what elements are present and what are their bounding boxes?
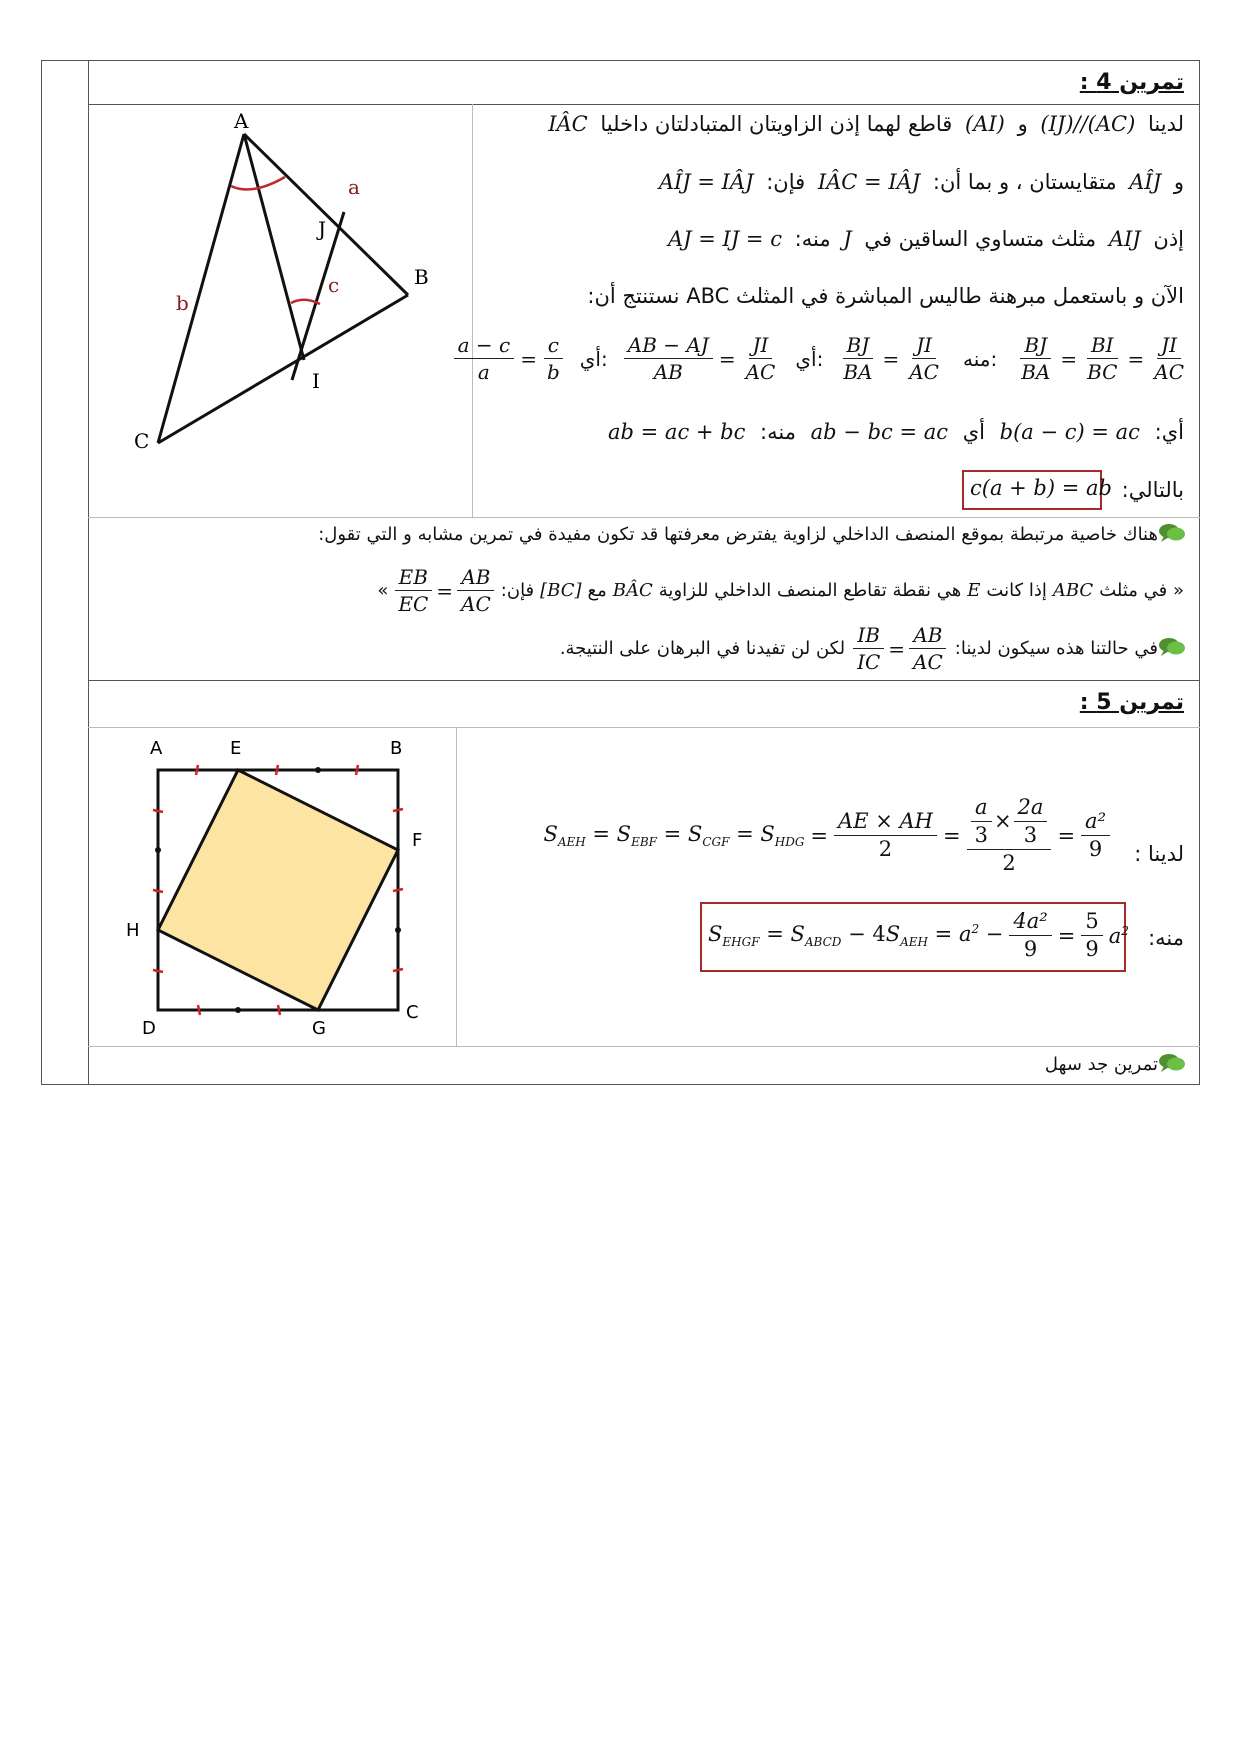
- n3-formula: $\frac{IB}{IC}$ = $\frac{AB}{AC}$: [853, 624, 947, 673]
- frac-ab-ac-2: $\frac{AB}{AC}$: [909, 624, 947, 673]
- footer-note: تمرين جد سهل: [1044, 1054, 1158, 1075]
- segment-AI: [244, 134, 304, 360]
- square-EFGH: [158, 770, 398, 1010]
- l2-text: متقايستان ، و بما أن:: [932, 170, 1117, 194]
- l6-ay: أي:: [1154, 420, 1184, 444]
- ex4-line-5: $\frac{a - c}{a}$ = $\frac{c}{b}$ أي: $\frac{AB - AJ}{AB}$ = $\frac{JI}{AC}$ أي: $\frac{BJ}{BA}$ = $\frac{JI}{AC}$ منه: $\frac{BJ}{BA}$ = $\frac{BI}{BC}$ = $\frac{JI}{AC}$: [454, 334, 1188, 383]
- ex5-title-divider: [88, 727, 1200, 728]
- segment-BC: [158, 295, 408, 443]
- segment-AC: [158, 134, 244, 443]
- ex5-title: تمرين 5 :: [1079, 690, 1184, 715]
- frac-ib-ic: $\frac{IB}{IC}$: [853, 624, 884, 673]
- ex4-title: تمرين 4 :: [1079, 70, 1184, 95]
- label-G: G: [312, 1018, 326, 1039]
- ex4-figure-divider: [472, 104, 473, 517]
- margin-line: [88, 60, 89, 1085]
- label-A: A: [234, 109, 249, 133]
- ex4-line-4: الآن و باستعمل مبرهنة طاليس المباشرة في المثلث ABC نستنتج أن:: [587, 284, 1184, 308]
- frac-bj-ba-1: $\frac{BJ}{BA}$: [843, 333, 873, 384]
- ex5-figure-divider: [456, 727, 457, 1046]
- n2-text-2: إذا كانت: [986, 580, 1047, 601]
- label-D: D: [142, 1018, 156, 1039]
- label-b: b: [176, 291, 189, 315]
- l3-text-2: مثلث متساوي الساقين في: [864, 227, 1097, 251]
- label-C: C: [134, 429, 150, 453]
- n2-text-5: فإن:: [500, 580, 535, 601]
- l1-math-IAC: IÂC: [548, 112, 588, 136]
- frac-eb-ec: $\frac{EB}{EC}$: [394, 566, 432, 615]
- ex4-line-3: [662, 227, 1184, 251]
- l3-text: إذن: [1153, 227, 1184, 251]
- ex4-line-6: [600, 420, 1184, 444]
- l5-mane: منه:: [962, 346, 998, 371]
- frac-5-9: $\frac{5}{9}$: [1081, 910, 1102, 961]
- ex5-line-1-math: $S_{AEH} = S_{EBF} = S_{CGF} = S_{HDG}$ = $\frac{AE \times AH}{2}$ = $\frac{a}{3}$ × $\frac{2a}{3}$ 2 = $\frac{\text{a²}}{9}$: [543, 796, 1110, 875]
- label-c: c: [328, 273, 340, 297]
- ex4-triangle-figure: [92, 108, 472, 508]
- frac-compound: $\frac{a}{3}$ × $\frac{2a}{3}$ 2: [967, 796, 1052, 875]
- n2-formula: $\frac{EB}{EC}$ = $\frac{AB}{AC}$: [394, 566, 494, 615]
- frac-c-b: $\frac{c}{b}$: [543, 334, 564, 383]
- n2-math-ABC: ABC: [1052, 580, 1094, 601]
- frac-ji-ac-1: $\frac{JI}{AC}$: [745, 333, 776, 384]
- ex4-line-7: بالتالي:: [1121, 478, 1184, 502]
- n3-text: في حالتنا هذه سيكون لدينا:: [954, 638, 1158, 659]
- l3-math-J: J: [843, 227, 852, 251]
- note-2: [377, 566, 1184, 615]
- n2-math-BAC: BÂC: [612, 580, 653, 601]
- ex4-line-2: [653, 170, 1184, 194]
- l6-math-2: ab − bc = ac: [810, 420, 948, 444]
- label-A: A: [150, 738, 163, 759]
- footer-bubble-icon: [1158, 1052, 1186, 1074]
- ex5-line-2-math: $S_{EHGF} = S_{ABCD} - 4S_{AEH} = a^2$ − $\frac{\text{4a²}}{9}$ = $\frac{5}{9}$ $a^2$: [708, 909, 1129, 962]
- l6-math-1: b(a − c) = ac: [999, 420, 1140, 444]
- label-C: C: [406, 1002, 419, 1023]
- frac-ac-a: $\frac{a - c}{a}$: [454, 334, 515, 383]
- l6-math-3: ab = ac + bc: [608, 420, 746, 444]
- frac-a-3: $\frac{a}{3}$: [971, 796, 992, 847]
- note-3: [560, 624, 1158, 673]
- ex5-divider: [88, 680, 1200, 681]
- ex5-square-figure: [120, 732, 440, 1042]
- l1-and: و: [1017, 112, 1028, 136]
- l5-ay-1: أي:: [579, 346, 608, 371]
- n2-math-E: E: [967, 580, 981, 601]
- ex4-title-divider: [88, 104, 1200, 105]
- l2-math-AIJ: AÎJ: [1129, 170, 1162, 194]
- l3-text-3: منه:: [794, 227, 831, 251]
- ex4-notes-divider: [88, 517, 1200, 518]
- n3-text-2: لكن لن تفيدنا في البرهان على النتيجة.: [559, 638, 846, 659]
- n2-text: « في مثلث: [1099, 580, 1184, 601]
- ex4-result: c(a + b) = ab: [970, 476, 1112, 500]
- l1-text-2: قاطع لهما إذن الزاويتان المتبادلتان داخليا: [600, 112, 953, 136]
- label-H: H: [126, 920, 140, 941]
- label-B: B: [414, 265, 429, 289]
- frac-ab-ac-1: $\frac{AB}{AC}$: [457, 566, 495, 615]
- frac-bi-bc: $\frac{BI}{BC}$: [1087, 333, 1118, 384]
- l3-math-eq: AJ = IJ = c: [668, 227, 782, 251]
- frac-4a2-9: $\frac{\text{4a²}}{9}$: [1009, 910, 1051, 961]
- frac-aeah-2: $\frac{AE \times AH}{2}$: [834, 810, 937, 861]
- l6-ay-2: أي: [962, 420, 985, 444]
- l2-math-eq2: AÎJ = IÂJ: [658, 170, 754, 194]
- l2-text-2: فإن:: [766, 170, 806, 194]
- l2-and: و: [1173, 170, 1184, 194]
- ex4-line-1: [542, 112, 1184, 136]
- label-E: E: [230, 738, 242, 759]
- note-bubble-icon-2: [1158, 636, 1186, 658]
- ex5-line-2-label: منه:: [1148, 926, 1184, 950]
- frac-ji-ac-3: $\frac{JI}{AC}$: [1154, 333, 1184, 384]
- l1-math-parallel: (IJ)//(AC): [1040, 112, 1136, 136]
- note-bubble-icon: [1158, 522, 1186, 544]
- frac-bj-ba-2: $\frac{BJ}{BA}$: [1021, 333, 1051, 384]
- frac-ji-ac-2: $\frac{JI}{AC}$: [909, 333, 939, 384]
- label-J: J: [318, 217, 327, 241]
- ex5-line-1-label: لدينا :: [1134, 842, 1184, 866]
- l1-math-AI: (AI): [965, 112, 1005, 136]
- label-F: F: [412, 830, 423, 851]
- l6-mane: منه:: [760, 420, 796, 444]
- n2-text-4: مع: [587, 580, 607, 601]
- l1-text: لدينا: [1147, 112, 1184, 136]
- label-B: B: [390, 738, 403, 759]
- frac-a2-9: $\frac{\text{a²}}{9}$: [1081, 810, 1110, 861]
- l3-math-AIJ: AIJ: [1108, 227, 1141, 251]
- label-I: I: [312, 369, 320, 393]
- n2-text-3: هي نقطة تقاطع المنصف الداخلي للزاوية: [658, 580, 962, 601]
- label-a: a: [348, 175, 360, 199]
- note-1: هناك خاصية مرتبطة بموقع المنصف الداخلي لزاوية يفترض معرفتها قد تكون مفيدة في تمرين مشابه و التي تقول:: [318, 524, 1158, 545]
- frac-2a-3: $\frac{2a}{3}$: [1014, 796, 1048, 847]
- s-ehgf-eq: $S_{EHGF} = S_{ABCD} - 4S_{AEH} = a^2$ −: [708, 922, 1004, 950]
- n2-math-BC: [BC]: [540, 580, 582, 601]
- l5-ay-2: أي:: [795, 346, 824, 371]
- footer-divider: [88, 1046, 1200, 1047]
- s-aeh-eq: $S_{AEH} = S_{EBF} = S_{CGF} = S_{HDG}$: [543, 822, 805, 850]
- l2-math-eq1: IÂC = IÂJ: [817, 170, 921, 194]
- frac-abaj-ab: $\frac{AB - AJ}{AB}$: [624, 334, 713, 383]
- n2-end: »: [377, 580, 389, 601]
